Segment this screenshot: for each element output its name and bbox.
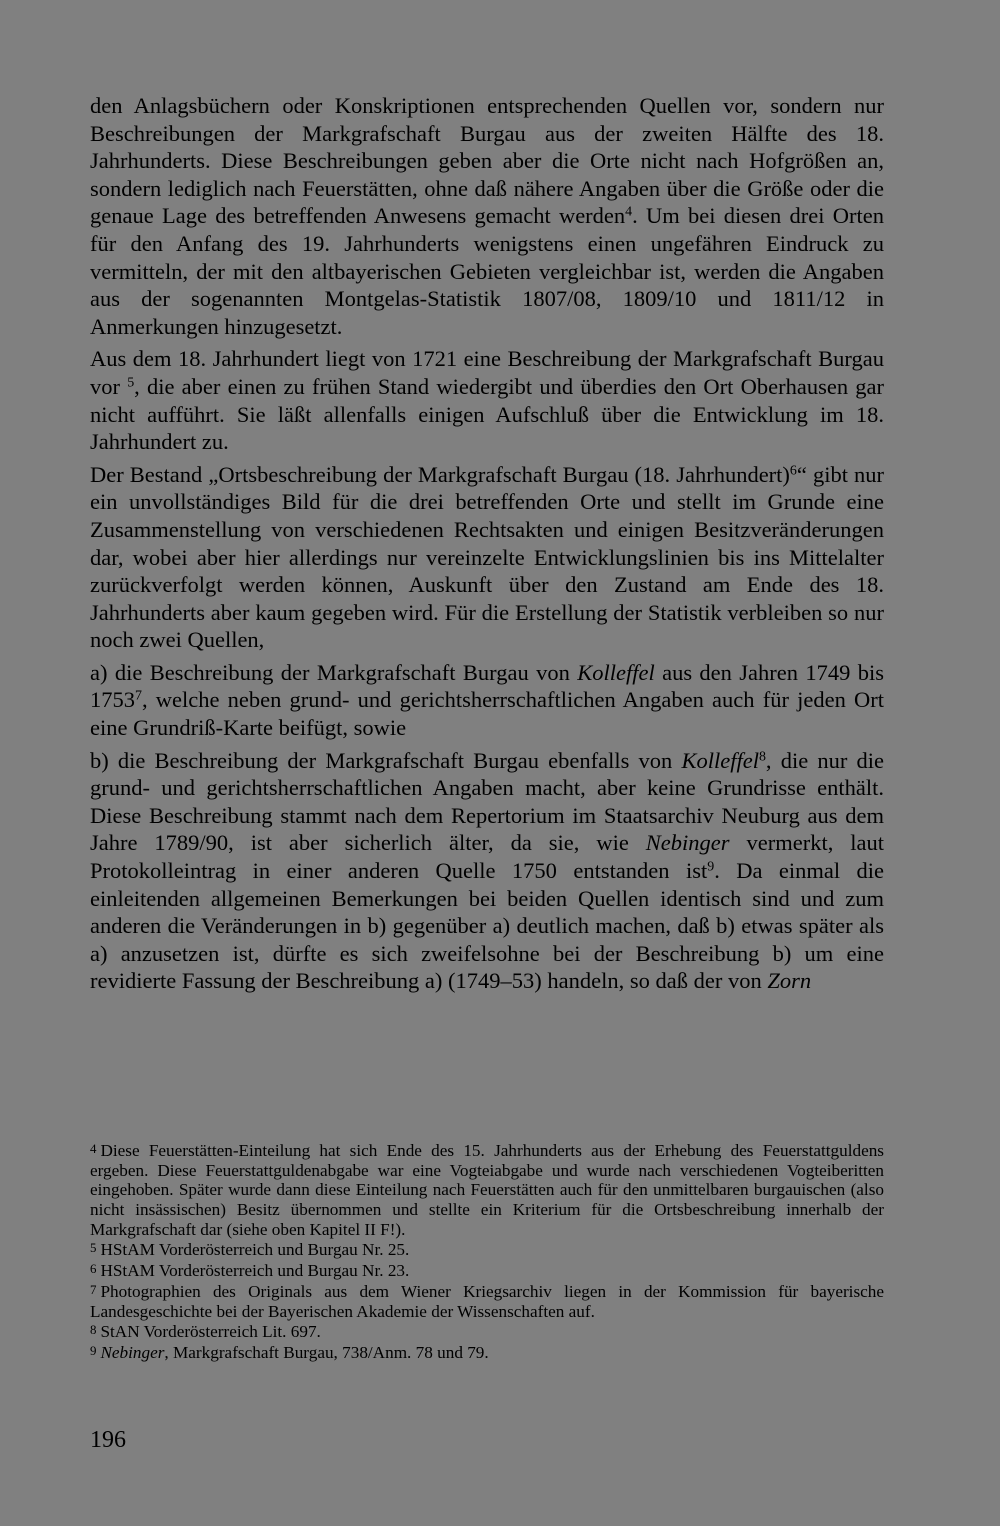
footnote-number: 4 — [90, 1142, 97, 1156]
author-name: Nebinger — [100, 1343, 165, 1363]
footnote-number: 9 — [90, 1344, 97, 1359]
footnote-ref[interactable]: 7 — [135, 688, 142, 704]
author-name: Nebinger — [645, 830, 730, 856]
footnote-number: 7 — [90, 1282, 97, 1297]
footnotes — [90, 1140, 884, 1363]
author-name: Kolleffel — [681, 747, 759, 773]
footnote-ref[interactable]: 4 — [625, 204, 633, 220]
footnote: 5 HStAM Vorderösterreich und Burgau Nr. 25. — [90, 1240, 410, 1260]
footnote-ref[interactable]: 6 — [789, 463, 797, 479]
footnote-number: 8 — [90, 1323, 97, 1338]
paragraph: Aus dem 18. Jahrhundert liegt von 1721 eine Beschreibung der Markgrafschaft Burgau vor $^5$, die aber einen zu frühen Stand wiedergibt und überdies den Ort Oberhausen gar nicht aufführt. Sie läßt allenfalls einigen Aufschluß über die Entwicklung im 18. Jahrhundert zu. — [90, 346, 884, 455]
paragraph: Der Bestand „Ortsbeschreibung der Markgrafschaft Burgau (18. Jahrhundert)$^6$“ gibt nur ein unvollständiges Bild für die drei betreffenden Orte und stellt im Grunde eine Zusammenstellung von verschiedenen Rechtsakten und einigen Besitzveränderungen dar, wobei aber hier allerdings nur vereinzelte Entwicklungslinien bis ins Mittelalter zurückverfolgt werden können, Auskunft über den Zustand am Ende des 18. Jahrhunderts aber kaum gegeben wird. Für die Erstellung der Statistik verbleiben so nur noch zwei Quellen, — [90, 461, 884, 653]
list-item-a: a) die Beschreibung der Markgrafschaft Burgau von Kolleffel aus den Jahren 1749 bis 1753$^7$, welche neben grund- und gerichtsherrschaftlichen Angaben auch für jeden Ort eine Grundriß-Karte beifügt, sowie — [90, 659, 884, 741]
footnote-number: 6 — [90, 1262, 97, 1276]
page-number: 196 — [90, 1427, 126, 1453]
footnote-ref[interactable]: 9 — [707, 859, 715, 875]
footnote: 8 StAN Vorderösterreich Lit. 697. — [90, 1322, 321, 1342]
author-name: Zorn — [767, 968, 812, 994]
footnote: 9 Nebinger, Markgrafschaft Burgau, 738/Anm. 78 und 79. — [90, 1343, 489, 1363]
footnote: 7 Photographien des Originals aus dem Wiener Kriegsarchiv liegen in der Kommission für bayerische Landesgeschichte bei der Bayerischen Akademie der Wissenschaften auf. — [90, 1282, 884, 1321]
paragraph: den Anlagsbüchern oder Konskriptionen entsprechenden Quellen vor, sondern nur Beschreibungen der Markgrafschaft Burgau aus der zweiten Hälfte des 18. Jahrhunderts. Diese Beschreibungen geben aber die Orte nicht nach Hofgrößen an, sondern lediglich nach Feuerstätten, ohne daß nähere Angaben über die Größe oder die genaue Lage des betreffenden Anwesens gemacht werden$^4$. Um bei diesen drei Orten für den Anfang des 19. Jahrhunderts wenigstens einen ungefähren Eindruck zu vermitteln, der mit den altbayerischen Gebieten vergleichbar ist, werden die Angaben aus der sogenannten Montgelas-Statistik 1807/08, 1809/10 und 1811/12 in Anmerkungen hinzugesetzt. — [90, 93, 884, 339]
footnote-number: 5 — [90, 1241, 97, 1256]
footnote-ref[interactable]: 8 — [758, 748, 766, 764]
footnote: 4 Diese Feuerstätten-Einteilung hat sich Ende des 15. Jahrhunderts aus der Erhebung des Feuerstattguldens ergeben. Diese Feuerstattguldenabgabe war eine Vogteiabgabe und wurde nach verschiedenen Vogteiberitten eingehoben. Später wurde dann diese Einteilung nach Feuerstätten auch für den unmittelbaren burgauischen (also nicht insässischen) Besitz übernommen und stellte ein Kriterium für die Ortsbeschreibung innerhalb der Markgrafschaft dar (siehe oben Kapitel II F!). — [90, 1141, 884, 1239]
footnote-ref[interactable]: 5 — [127, 375, 135, 391]
main-text — [90, 92, 884, 1000]
footnote: 6 HStAM Vorderösterreich und Burgau Nr. 23. — [90, 1261, 410, 1281]
list-item-b: b) die Beschreibung der Markgrafschaft Burgau ebenfalls von Kolleffel$^8$, die nur die grund- und gerichtsherrschaftlichen Angaben macht, aber keine Grundrisse enthält. Diese Beschreibung stammt nach dem Repertorium im Staatsarchiv Neuburg aus dem Jahre 1789/90, ist aber sicherlich älter, da sie, wie Nebinger vermerkt, laut Protokolleintrag in einer anderen Quelle 1750 entstanden ist$^9$. Da einmal die einleitenden allgemeinen Bemerkungen bei beiden Quellen identisch sind und zum anderen die Veränderungen in b) gegenüber a) deutlich machen, daß b) etwas später als a) anzusetzen ist, dürfte es sich zweifelsohne bei der Beschreibung b) um eine revidierte Fassung der Beschreibung a) (1749–53) handeln, so daß der von Zorn — [90, 747, 885, 994]
author-name: Kolleffel — [577, 659, 655, 685]
